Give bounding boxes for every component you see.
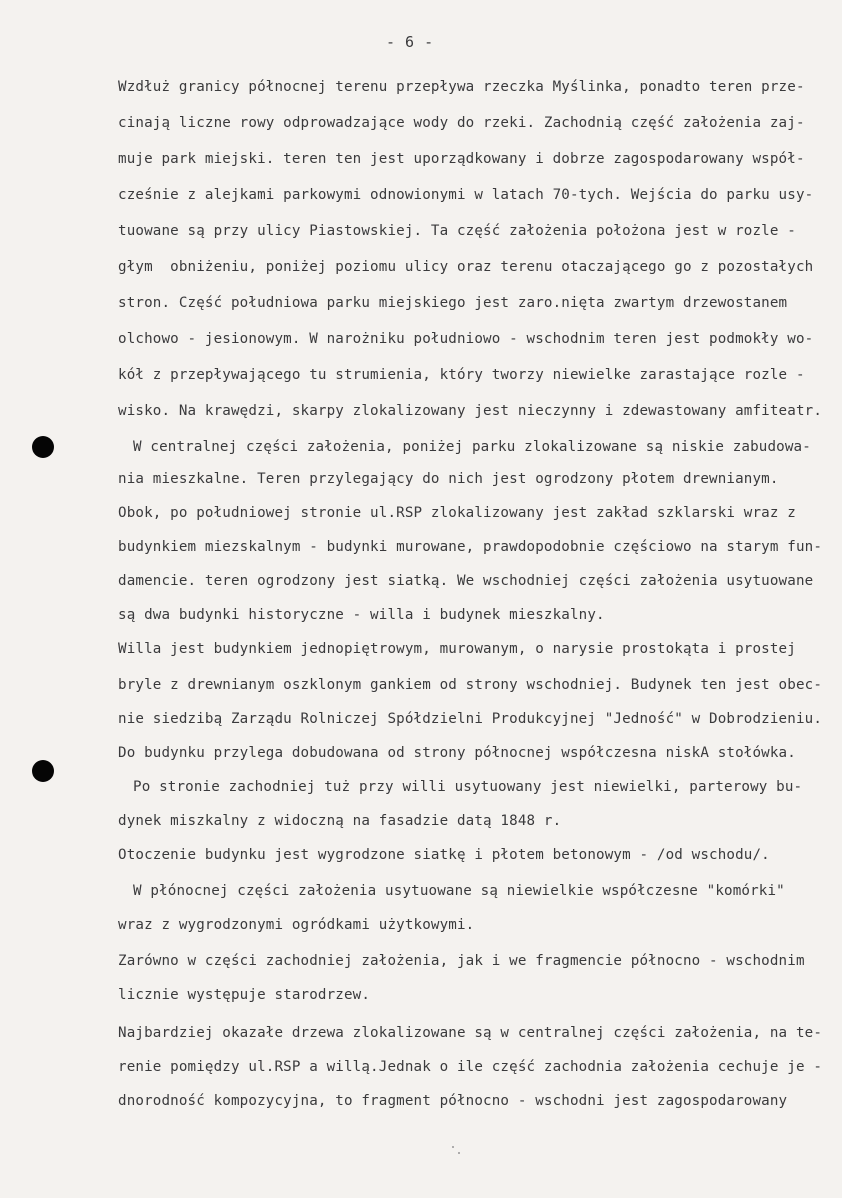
text-line: olchowo - jesionowym. W narożniku południowo - wschodnim teren jest podmokły wo- (118, 331, 814, 347)
text-line: Najbardziej okazałe drzewa zlokalizowane są w centralnej części założenia, na te- (118, 1025, 823, 1041)
text-line: renie pomiędzy ul.RSP a willą.Jednak o ile część zachodnia założenia cechuje je - (118, 1059, 823, 1075)
text-line: Po stronie zachodniej tuż przy willi usytuowany jest niewielki, parterowy bu- (133, 779, 803, 795)
punch-hole-top (32, 436, 54, 458)
text-line: stron. Część południowa parku miejskiego jest zaro.nięta zwartym drzewostanem (118, 295, 788, 311)
text-line: głym obniżeniu, poniżej poziomu ulicy oraz terenu otaczającego go z pozostałych (118, 259, 814, 275)
text-line: są dwa budynki historyczne - willa i budynek mieszkalny. (118, 607, 605, 623)
paper-speck (458, 1152, 460, 1154)
text-line: Wzdłuż granicy północnej terenu przepływa rzeczka Myślinka, ponadto teren prze- (118, 79, 805, 95)
text-line: W płónocnej części założenia usytuowane są niewielkie współczesne "komórki" (133, 883, 785, 899)
text-line: nia mieszkalne. Teren przylegający do nich jest ogrodzony płotem drewnianym. (118, 471, 779, 487)
text-line: budynkiem miezskalnym - budynki murowane, prawdopodobnie częściowo na starym fun- (118, 539, 823, 555)
text-line: wisko. Na krawędzi, skarpy zlokalizowany jest nieczynny i zdewastowany amfiteatr. (118, 403, 823, 419)
text-line: tuowane są przy ulicy Piastowskiej. Ta część założenia położona jest w rozle - (118, 223, 796, 239)
text-line: wraz z wygrodzonymi ogródkami użytkowymi. (118, 917, 475, 933)
text-line: licznie występuje starodrzew. (118, 987, 371, 1003)
paper-speck (452, 1146, 454, 1148)
text-line: Zarówno w części zachodniej założenia, jak i we fragmencie północno - wschodnim (118, 953, 805, 969)
text-line: muje park miejski. teren ten jest uporządkowany i dobrze zagospodarowany współ- (118, 151, 805, 167)
text-line: kół z przepływającego tu strumienia, który tworzy niewielke zarastające rozle - (118, 367, 805, 383)
text-line: Otoczenie budynku jest wygrodzone siatkę i płotem betonowym - /od wschodu/. (118, 847, 770, 863)
text-line: Obok, po południowej stronie ul.RSP zlokalizowany jest zakład szklarski wraz z (118, 505, 796, 521)
text-line: nie siedzibą Zarządu Rolniczej Spółdzielni Produkcyjnej "Jedność" w Dobrodzieniu. (118, 711, 823, 727)
text-line: W centralnej części założenia, poniżej parku zlokalizowane są niskie zabudowa- (133, 439, 811, 455)
text-line: bryle z drewnianym oszklonym gankiem od strony wschodniej. Budynek ten jest obec- (118, 677, 823, 693)
text-line: Do budynku przylega dobudowana od strony północnej współczesna niskA stołówka. (118, 745, 796, 761)
page-number: - 6 - (386, 33, 434, 51)
text-line: dnorodność kompozycyjna, to fragment północno - wschodni jest zagospodarowany (118, 1093, 788, 1109)
punch-hole-bottom (32, 760, 54, 782)
text-line: dynek miszkalny z widoczną na fasadzie datą 1848 r. (118, 813, 562, 829)
text-line: cześnie z alejkami parkowymi odnowionymi w latach 70-tych. Wejścia do parku usy- (118, 187, 814, 203)
text-line: cinają liczne rowy odprowadzające wody do rzeki. Zachodnią część założenia zaj- (118, 115, 805, 131)
text-line: Willa jest budynkiem jednopiętrowym, murowanym, o narysie prostokąta i prostej (118, 641, 796, 657)
text-line: damencie. teren ogrodzony jest siatką. We wschodniej części założenia usytuowane (118, 573, 814, 589)
